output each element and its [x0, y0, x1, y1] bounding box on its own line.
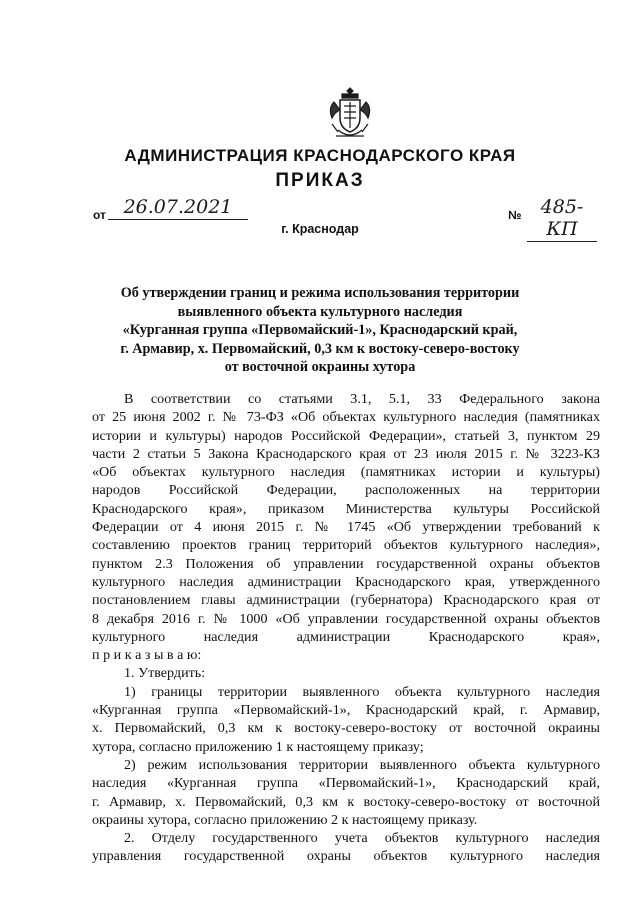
order-title — [90, 284, 550, 377]
title-line: от восточной окраины хутора — [224, 359, 416, 375]
body-line: культурного наследия администрации Краснодарского края», — [92, 628, 600, 645]
body-line: Федерации от 4 июня 2015 г. № 1745 «Об утверждении требований к — [92, 519, 600, 536]
body-line: хутора, согласно приложению 1 к настоящему приказу; — [92, 738, 424, 755]
handwritten-number: 485-КП — [527, 196, 597, 242]
body-line: 2) режим использования территории выявленного объекта культурного — [124, 756, 600, 773]
body-line: управления государственной охраны объектов культурного наследия — [92, 848, 600, 865]
body-line: культурного наследия администрации Краснодарского края, утвержденного — [92, 573, 600, 590]
body-line: г. Армавир, х. Первомайский, 0,3 км к востоку-северо-востоку от восточной — [92, 793, 600, 810]
body-line: истории и культуры) народов Российской Федерации», статьей 3, пунктом 29 — [92, 427, 600, 444]
body-line: 1. Утвердить: — [124, 665, 206, 682]
body-line: составлению проектов границ территорий объектов культурного наследия», — [92, 537, 600, 554]
order-body — [92, 390, 600, 866]
body-line: х. Первомайский, 0,3 км к востоку-северо-востоку от восточной окраины — [92, 720, 600, 737]
body-line: В соответствии со статьями 3.1, 5.1, 33 Федерального закона — [124, 391, 600, 407]
handwritten-date: 26.07.2021 — [108, 196, 248, 220]
body-line: «Курганная группа «Первомайский-1», Краснодарский край, г. Армавир, — [92, 702, 600, 719]
body-line: окраины хутора, согласно приложению 2 к настоящему приказу. — [92, 811, 478, 828]
date-label: от — [93, 208, 106, 222]
body-line: «Об объектах культурного наследия (памятниках истории и культуры) — [92, 464, 600, 481]
body-line: от 25 июня 2002 г. № 73-ФЗ «Об объектах культурного наследия (памятниках — [92, 409, 600, 426]
body-line: 8 декабря 2016 г. № 1000 «Об управлении государственной охраны объектов — [92, 610, 600, 627]
title-line: выявленного объекта культурного наследия — [177, 303, 463, 320]
body-line: части 2 статьи 5 Закона Краснодарского края от 23 июля 2015 г. № 3223-КЗ — [92, 445, 600, 462]
body-line: 2. Отделу государственного учета объектов культурного наследия — [124, 830, 600, 847]
title-line: Об утверждении границ и режима использования территории — [120, 285, 520, 301]
number-label: № — [508, 208, 522, 222]
organization-name: АДМИНИСТРАЦИЯ КРАСНОДАРСКОГО КРАЯ — [124, 146, 516, 165]
document-type: ПРИКАЗ — [275, 170, 365, 191]
title-line: г. Армавир, х. Первомайский, 0,3 км к востоку-северо-востоку — [120, 340, 520, 357]
coat-of-arms-emblem — [326, 84, 374, 144]
body-line: постановлением главы администрации (губернатора) Краснодарского края от — [92, 592, 600, 609]
city-name: г. Краснодар — [281, 222, 359, 236]
title-line: «Курганная группа «Первомайский-1», Краснодарский край, — [122, 322, 518, 338]
body-line: 1) границы территории выявленного объекта культурного наследия — [124, 683, 600, 700]
body-line: народов Российской Федерации, расположенных на территории — [92, 482, 600, 499]
body-line: п р и к а з ы в а ю: — [92, 647, 202, 664]
body-line: Краснодарского края», приказом Министерства культуры Российской — [92, 500, 600, 517]
body-line: пунктом 2.3 Положения об управлении государственной охраны объектов — [92, 555, 600, 572]
body-line: наследия «Курганная группа «Первомайский-1», Краснодарский край, — [92, 775, 600, 792]
